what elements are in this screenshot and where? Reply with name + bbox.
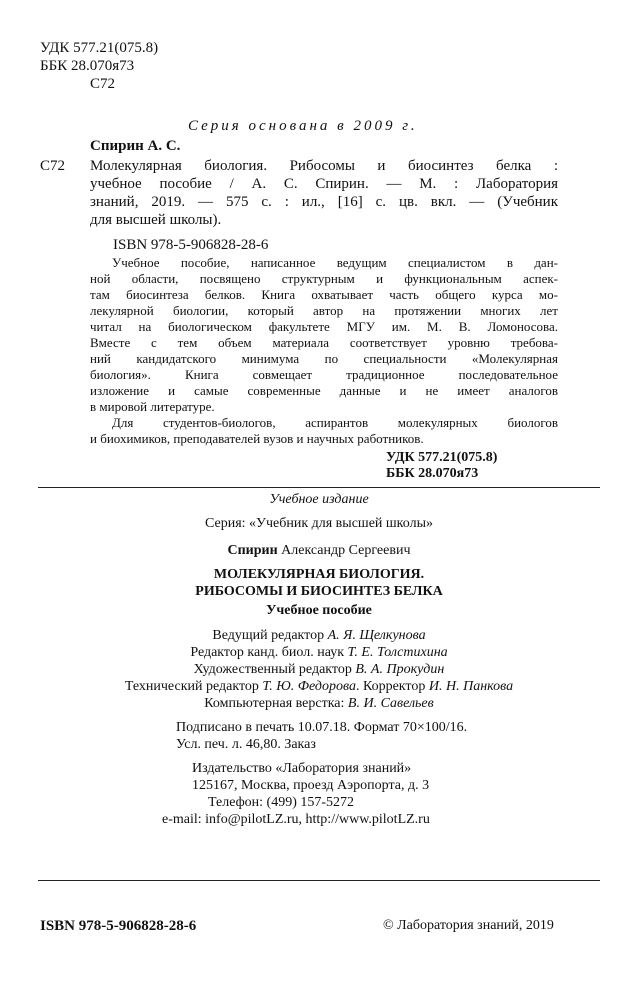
abstract-p1-line-10: в мировой литературе. (90, 399, 215, 414)
abstract-p1-line-2: ной области, посвящено структурным и функциональным аспек- (90, 271, 558, 286)
abstract (90, 255, 558, 447)
footer-copyright: © Лаборатория знаний, 2019 (383, 918, 554, 933)
abstract-p2-line-1: Для студентов-биологов, аспирантов молекулярных биологов (112, 415, 558, 430)
edition-type: Учебное издание (269, 492, 369, 507)
credit-role-2: Корректор (362, 679, 426, 694)
abstract-p1-line-1: Учебное пособие, написанное ведущим специалистом в дан- (112, 255, 558, 270)
publisher-phone: Телефон: (499) 157-5272 (208, 795, 355, 810)
credit-name: А. Я. Щелкунова (327, 628, 426, 643)
credit-art-editor (38, 662, 600, 678)
edition-author-surname: Спирин (227, 543, 278, 558)
divider-top (38, 487, 600, 488)
catalog-line-3: знаний, 2019. — 575 с. : ил., [16] с. цв. вкл. — (Учебник (90, 194, 558, 210)
credit-name: Т. Е. Толстихина (347, 645, 448, 660)
header-author-code: С72 (90, 76, 116, 92)
publisher-name: Издательство «Лаборатория знаний» (192, 761, 412, 776)
edition-series: Серия: «Учебник для высшей школы» (205, 516, 433, 531)
credit-layout (38, 696, 600, 712)
abstract-p1-line-5: читал на биологическом факультете МГУ им. М. В. Ломоносова. (90, 319, 558, 334)
abstract-p1-line-7: ний кандидатского минимума по специальности «Молекулярная (90, 351, 558, 366)
edition-subtitle: Учебное пособие (266, 603, 372, 618)
catalog-line-1: Молекулярная биология. Рибосомы и биосинтез белка : (90, 158, 558, 174)
catalog-code: С72 (40, 158, 66, 174)
publisher-address: 125167, Москва, проезд Аэропорта, д. 3 (192, 778, 430, 793)
credit-tech-editor: Технический редактор Т. Ю. Федорова. Корректор И. Н. Панкова (124, 679, 514, 694)
credit-role: Ведущий редактор (212, 628, 325, 643)
footer-isbn: ISBN 978-5-906828-28-6 (40, 918, 197, 934)
credit-lead-editor (38, 628, 600, 644)
abstract-p1-line-3: там биосинтеза белков. Книга охватывает часть общего курса мо- (90, 287, 558, 302)
abstract-p2-line-2: и биохимиков, преподавателей вузов и научных работников. (90, 431, 424, 446)
abstract-p1-line-9: изложение и самые современные данные и не имеет аналогов (90, 383, 558, 398)
credit-name: В. А. Прокудин (355, 662, 445, 677)
abstract-udk: УДК 577.21(075.8) (386, 450, 498, 465)
abstract-p1-line-8: биология». Книга совмещает традиционное последовательное (90, 367, 558, 382)
series-founded: Серия основана в 2009 г. (188, 118, 418, 134)
edition-author-names: Александр Сергеевич (281, 543, 411, 558)
print-info-line-2: Усл. печ. л. 46,80. Заказ (176, 737, 316, 752)
credit-name: В. И. Савельев (347, 696, 434, 711)
credit-editor (38, 645, 600, 661)
credit-role: Редактор канд. биол. наук (190, 645, 344, 660)
publisher-contacts: e-mail: info@pilotLZ.ru, http://www.pilotLZ.ru (162, 812, 430, 827)
edition-title-line-2: РИБОСОМЫ И БИОСИНТЕЗ БЕЛКА (195, 584, 443, 599)
catalog-isbn: ISBN 978-5-906828-28-6 (113, 237, 269, 253)
credit-name-2: И. Н. Панкова (428, 679, 514, 694)
edition-author (38, 543, 600, 559)
catalog-entry (90, 157, 558, 229)
print-info-line-1: Подписано в печать 10.07.18. Формат 70×100/16. (176, 720, 468, 735)
catalog-line-2: учебное пособие / А. С. Спирин. — М. : Лаборатория (90, 176, 558, 192)
divider-bottom (38, 880, 600, 881)
header-bbk: ББК 28.070я73 (40, 58, 135, 74)
abstract-p1-line-6: Вместе с тем объем материала соответствует уровню требова- (90, 335, 558, 350)
edition-title-line-1: МОЛЕКУЛЯРНАЯ БИОЛОГИЯ. (213, 567, 425, 582)
abstract-p1-line-4: лекулярной биологии, который автор на протяжении многих лет (90, 303, 558, 318)
credit-role: Художественный редактор (193, 662, 352, 677)
credit-name: Т. Ю. Федорова (262, 679, 356, 694)
header-udk: УДК 577.21(075.8) (40, 40, 159, 56)
credit-role: Компьютерная верстка: (204, 696, 345, 711)
abstract-bbk: ББК 28.070я73 (386, 466, 479, 481)
catalog-line-4: для высшей школы). (90, 212, 222, 228)
credit-role: Технический редактор (124, 679, 259, 694)
catalog-author: Спирин А. С. (90, 138, 181, 154)
